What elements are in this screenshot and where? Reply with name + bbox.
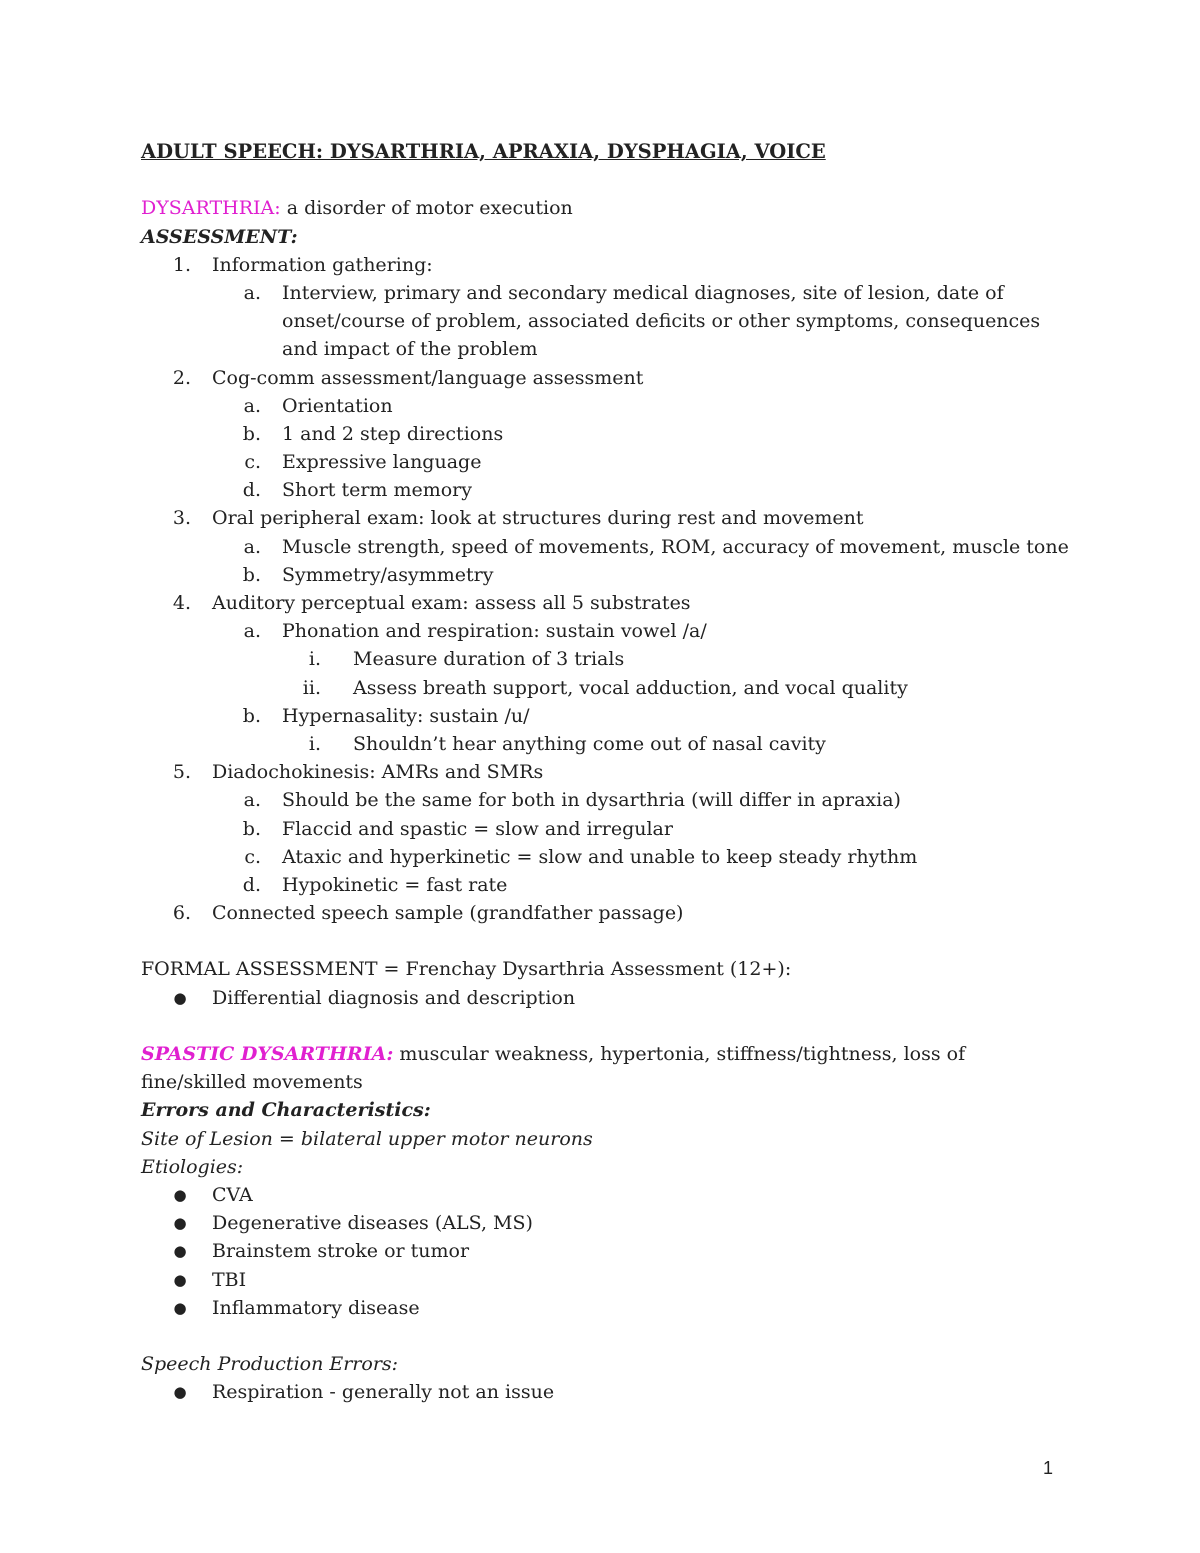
list-item: ● Brainstem stroke or tumor	[141, 1237, 1071, 1265]
etiologies-label: Etiologies:	[141, 1155, 244, 1178]
list-item: 6. Connected speech sample (grandfather passage)	[172, 902, 684, 925]
list-item: a. Muscle strength, speed of movements, ROM, accuracy of movement, muscle tone	[243, 535, 1069, 558]
document-title: ADULT SPEECH: DYSARTHRIA, APRAXIA, DYSPHAGIA, VOICE	[141, 140, 826, 163]
list-item: b. Symmetry/asymmetry	[242, 563, 494, 586]
bullet-icon: ●	[173, 1242, 187, 1261]
list-item: b. Flaccid and spastic = slow and irregular	[242, 817, 673, 840]
list-item: d. Hypokinetic = fast rate	[242, 873, 508, 896]
bullet-icon: ●	[173, 1298, 187, 1317]
list-item: ● TBI	[141, 1266, 1071, 1294]
list-item: ● Respiration - generally not an issue	[141, 1378, 1071, 1406]
errors-heading: Errors and Characteristics:	[141, 1099, 431, 1122]
list-item: a. Interview, primary and secondary medical diagnoses, site of lesion, date of	[243, 281, 1004, 304]
assessment-heading: ASSESSMENT:	[141, 225, 298, 248]
formal-assessment: FORMAL ASSESSMENT = Frenchay Dysarthria Assessment (12+):	[141, 958, 792, 981]
list-item: ii. Assess breath support, vocal adduction, and vocal quality	[302, 676, 908, 699]
list-item: ● Inflammatory disease	[141, 1294, 1071, 1322]
list-item: ● CVA	[141, 1181, 1071, 1209]
bullet-icon: ●	[173, 988, 187, 1007]
document-page	[141, 138, 1071, 1406]
list-item-continuation: and impact of the problem	[282, 338, 538, 361]
site-of-lesion: Site of Lesion = bilateral upper motor neurons	[141, 1127, 593, 1150]
page-number: 1	[1043, 1458, 1054, 1478]
list-item: 3. Oral peripheral exam: look at structures during rest and movement	[172, 507, 864, 530]
list-item: a. Phonation and respiration: sustain vowel /a/	[243, 620, 707, 643]
spastic-definition-continuation: fine/skilled movements	[141, 1071, 363, 1094]
speech-errors-label: Speech Production Errors:	[141, 1353, 399, 1376]
dysarthria-term: DYSARTHRIA:	[141, 197, 281, 220]
spastic-definition-text: muscular weakness, hypertonia, stiffness/tightness, loss of	[393, 1043, 966, 1065]
bullet-icon: ●	[173, 1185, 187, 1204]
list-item: b. Hypernasality: sustain /u/	[242, 704, 530, 727]
list-item: i. Shouldn’t hear anything come out of nasal cavity	[308, 732, 826, 755]
list-item: ● Differential diagnosis and description	[141, 984, 1071, 1012]
list-item: a. Orientation	[243, 394, 393, 417]
dysarthria-definition-text: a disorder of motor execution	[280, 197, 573, 220]
list-item: d. Short term memory	[242, 479, 472, 502]
list-item: 4. Auditory perceptual exam: assess all 5 substrates	[172, 592, 691, 614]
list-item: i. Measure duration of 3 trials	[308, 648, 625, 671]
list-item-continuation: onset/course of problem, associated deficits or other symptoms, consequences	[282, 310, 1041, 333]
list-item: c. Expressive language	[244, 451, 482, 474]
list-item: b. 1 and 2 step directions	[242, 422, 504, 445]
spastic-term: SPASTIC DYSARTHRIA:	[141, 1043, 394, 1065]
list-item: c. Ataxic and hyperkinetic = slow and unable to keep steady rhythm	[244, 845, 918, 868]
bullet-icon: ●	[173, 1270, 187, 1289]
list-item: 5. Diadochokinesis: AMRs and SMRs	[172, 761, 544, 784]
list-item: ● Degenerative diseases (ALS, MS)	[141, 1209, 1071, 1237]
list-item: 1. Information gathering:	[172, 253, 433, 276]
dysarthria-definition	[141, 194, 1071, 222]
list-item: a. Should be the same for both in dysarthria (will differ in apraxia)	[243, 789, 901, 812]
bullet-icon: ●	[173, 1383, 187, 1402]
spastic-definition	[141, 1040, 1071, 1068]
bullet-icon: ●	[173, 1214, 187, 1233]
list-item: 2. Cog-comm assessment/language assessment	[172, 366, 644, 389]
